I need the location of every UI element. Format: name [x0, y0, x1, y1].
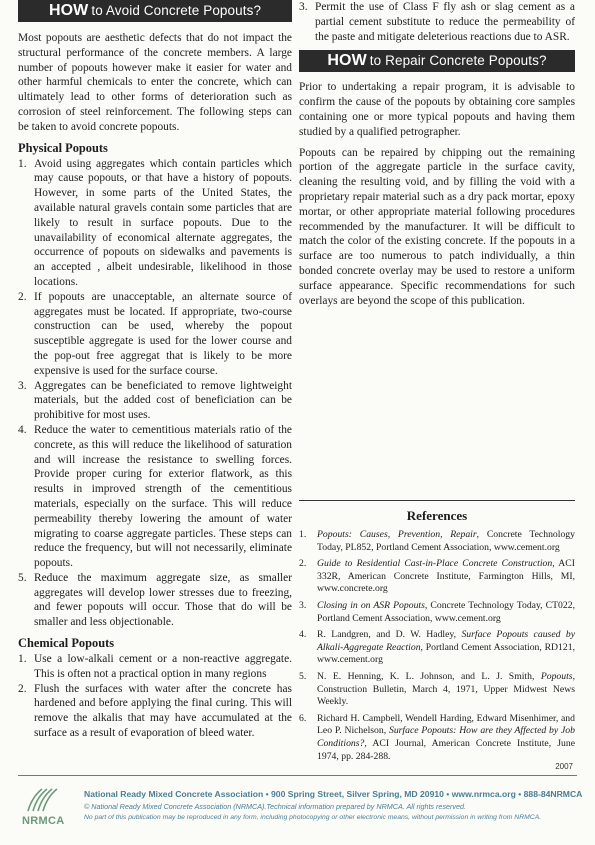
chemical-popouts-list-continued	[299, 0, 575, 44]
references-list	[299, 529, 575, 763]
references-section	[299, 500, 575, 767]
right-column	[299, 0, 575, 308]
list-item: 5. Reduce the maximum aggregate size, as smaller aggregates will develop lower stresses due to freezing, and fewer popouts will occur. Those that do will be smaller and less objectionable.	[18, 571, 292, 629]
reference-item: 5. N. E. Henning, K. L. Johnson, and L. J. Smith, Popouts, Construction Bulletin, March 4, 1971, Upper Midwest News Weekly.	[299, 670, 575, 708]
repair-paragraph-1: Prior to undertaking a repair program, it is advisable to confirm the cause of the popouts by obtaining core samples containing one or more typical popouts and having them studied by a qualified petrographer.	[299, 81, 575, 138]
list-item: 2. If popouts are unacceptable, an alternate source of aggregates must be located. If appropriate, two-course construction can be used, whereby the popout susceptible aggregate is used for the lower course and the pop-out free aggregat that is likely to be more expensive is used for the surface course.	[18, 290, 292, 377]
list-item: 3. Permit the use of Class F fly ash or slag cement as a partial cement substitute to reduce the permeability of the paste and mitigate deleterious reactions due to ASR.	[299, 1, 575, 43]
list-item: 3. Aggregates can be beneficiated to remove lightweight materials, but the added cost of beneficiation can be prohibitive for most uses.	[18, 379, 292, 422]
reference-item: 4. R. Landgren, and D. W. Hadley, Surface Popouts caused by Alkali-Aggregate Reaction, Portland Cement Association, RD121, www.cement.org	[299, 629, 575, 666]
list-item: 4. Reduce the water to cementitious materials ratio of the concrete, as this will reduce the likelihood of saturation and will increase the resistance to swelling forces. Provide proper curing for exterior flatwork, as this results in improved strength of the cementitious materials, especially on the surface. This will reduce permeability thereby lowering the amount of water migrating to coarse aggregate particles. These steps can reduce the frequency, but will not necessarily, eliminate popouts.	[18, 423, 292, 570]
reference-item: 3. Closing in on ASR Popouts, Concrete Technology Today, CT022, Portland Cement Association, www.cement.org	[299, 599, 575, 624]
banner-how: HOW	[327, 52, 367, 70]
list-item: 1. Use a low-alkali cement or a non-reactive aggregate. This is often not a practical option in many regions	[18, 653, 292, 680]
chemical-popouts-heading: Chemical Popouts	[18, 636, 115, 651]
repair-popouts-banner	[299, 50, 575, 72]
list-item: 2. Flush the surfaces with water after the concrete has hardened and before applying the final curing. This will remove the alkalis that may have accumulated at the surface as a result of evaporation of bleed water.	[18, 682, 292, 740]
logo-wordmark: NRMCA	[22, 815, 65, 827]
chemical-popouts-list	[18, 652, 292, 741]
avoid-popouts-banner	[18, 0, 292, 22]
footer-copyright: © National Ready Mixed Concrete Association (NRMCA).Technical information prepared by NRMCA. All rights reserved.	[84, 802, 466, 811]
footer-address: National Ready Mixed Concrete Association • 900 Spring Street, Silver Spring, MD 20910 • www.nrmca.org • 888-84NRMCA	[84, 789, 583, 799]
repair-paragraph-2: Popouts can be repaired by chipping out the remaining portion of the aggregate particle in the surface cavity, cleaning the resulting void, and by filling the void with a proprietary repair material such as a dry pack mortar, epoxy mortar, or other appropriate material following procedures recommended by the manufacturer. It will be difficult to match the color of the existing concrete. If the popouts in a surface are too numerous to patch individually, a thin bonded concrete overlay may be used to restore a uniform surface appearance. Specific recommendations for such overlays are beyond the scope of this publication.	[299, 146, 575, 307]
nrmca-logo-icon	[22, 785, 68, 815]
banner-title: to Avoid Concrete Popouts?	[91, 3, 262, 18]
left-column	[18, 0, 292, 741]
nrmca-logo	[22, 785, 68, 831]
footer-divider	[18, 775, 577, 776]
physical-popouts-list	[18, 157, 292, 631]
avoid-intro: Most popouts are aesthetic defects that do not impact the structural performance of the concrete members. A large number of popouts however make it easier for water and other harmful chemicals to enter the concrete, which can ultimately lead to other forms of deterioration such as corrosion of steel reinforcement. The following steps can be taken to avoid concrete popouts.	[18, 32, 292, 133]
reference-item: 1. Popouts: Causes, Prevention, Repair, Concrete Technology Today, PL852, Portland Cement Association, www.cement.org	[299, 529, 575, 553]
banner-title: to Repair Concrete Popouts?	[369, 53, 547, 69]
list-item: 1. Avoid using aggregates which contain particles which may cause popouts, or that have a history of popouts. However, in some parts of the United States, the available natural gravels contain some particles that are likely to result in surface popouts. Due to the unavailability of economical alternate aggregates, the occurrence of popouts on sidewalks and pavements is an accepted , albeit undesirable, likelihood in those locations.	[18, 157, 292, 288]
reference-item: 2. Guide to Residential Cast-in-Place Concrete Construction, ACI 332R, American Concrete Institute, Farmington Hills, MI, www.concrete.org	[299, 558, 575, 595]
reference-item: 6. Richard H. Campbell, Wendell Harding, Edward Misenhimer, and Leo P. Nichelson, Surface Popouts: How are they Affected by Job Conditions?, ACI Journal, American Concrete Institute, June 1974, pp. 284-288.	[299, 712, 575, 762]
publication-year: 2007	[555, 762, 573, 771]
references-title: References	[406, 508, 468, 523]
physical-popouts-heading: Physical Popouts	[18, 140, 108, 155]
footer-permission: No part of this publication may be reproduced in any form, including photocopying or other electronic means, without permission in writing from NRMCA.	[84, 814, 542, 821]
banner-how: HOW	[48, 2, 89, 19]
